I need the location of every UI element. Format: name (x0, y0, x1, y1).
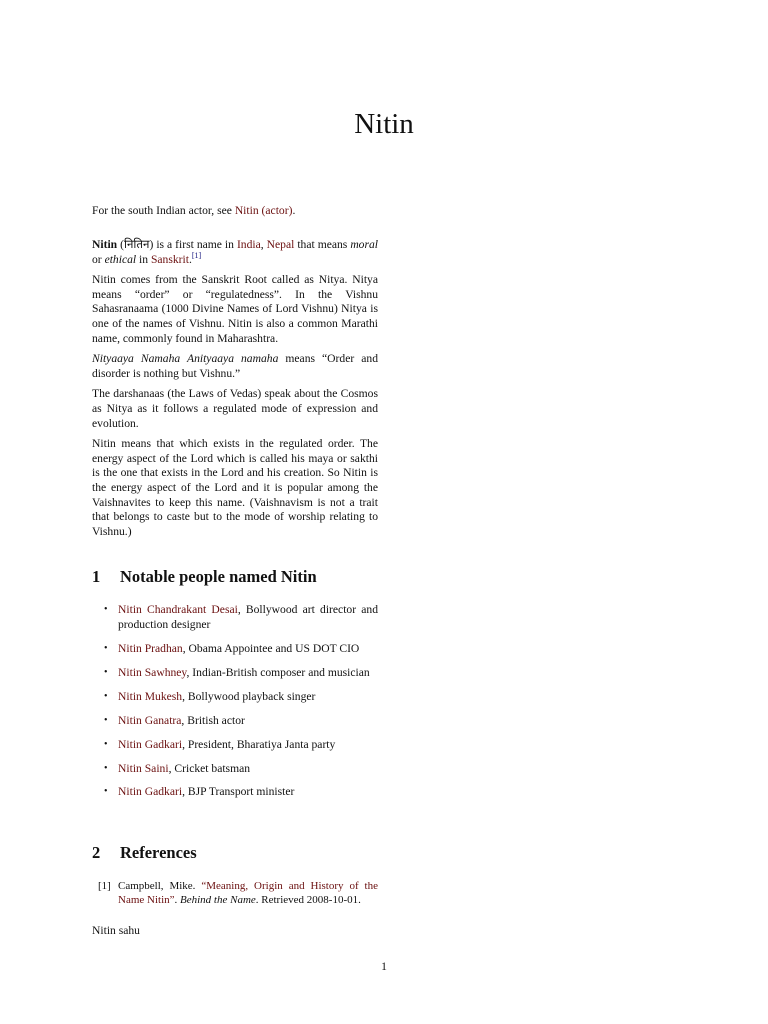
citation-1[interactable]: [1] (191, 250, 202, 260)
lead-text-4: or (92, 252, 105, 266)
reference-link[interactable]: “Meaning, Origin and History of the Name Nitin” (118, 880, 378, 906)
person-link[interactable]: Nitin Mukesh (118, 689, 183, 703)
section-title: Notable people named Nitin (120, 567, 317, 586)
person-desc: , British actor (181, 713, 245, 727)
section-heading-references (92, 843, 197, 863)
reference-retrieved: . Retrieved 2008-10-01. (255, 894, 361, 906)
lead-ethical: ethical (104, 252, 137, 266)
bullet-icon: • (104, 786, 108, 798)
list-item (92, 785, 378, 800)
lead-text-5: in (136, 252, 151, 266)
lead-text-6: . (188, 252, 192, 266)
reference-author: Campbell, Mike. (118, 880, 202, 892)
person-link[interactable]: Nitin Ganatra (118, 713, 182, 727)
page-title: Nitin (354, 108, 414, 140)
section-heading-notable-people (92, 567, 317, 587)
paragraph-mantra (92, 352, 378, 381)
person-desc: , Cricket batsman (168, 761, 251, 775)
list-item (92, 762, 378, 777)
hatnote (92, 204, 295, 217)
section-number: 1 (92, 567, 101, 586)
lead-paragraph (92, 238, 378, 267)
hatnote-text: For the south Indian actor, see (92, 204, 235, 217)
trailing-text: Nitin sahu (92, 924, 140, 937)
lead-moral: moral (350, 238, 379, 251)
bullet-icon: • (104, 690, 108, 702)
list-item (92, 642, 378, 657)
people-list (92, 603, 378, 809)
hatnote-suffix: . (292, 204, 296, 217)
list-item (92, 603, 378, 632)
paragraph-meaning: Nitin means that which exists in the regulated order. The energy aspect of the Lord which is called his maya or sakthi is the one that exists in the Lord and his creation. So Nitin is the energy aspect of the Lord and it is popular among the Vaishnavites to keep this name. (Vaishnavism is not a trait that belongs to caste but to the mode of worship relating to Vishnu.) (92, 437, 378, 538)
paragraph-origin: Nitin comes from the Sanskrit Root called as Nitya. Nitya means “order” or “regulatedness”. In the Vishnu Sahasranaama (1000 Divine Names of Lord Vishnu) Nitya is one of the names of Vishnu. Nitin is also a common Marathi name, commonly found in Maharashtra. (92, 273, 378, 345)
list-item (92, 666, 378, 681)
reference-work: Behind the Name (180, 894, 256, 906)
page-number: 1 (381, 960, 387, 973)
lead-devanagari: (नितिन) (117, 238, 154, 251)
person-desc: , BJP Transport minister (182, 785, 295, 799)
article-body (92, 238, 378, 545)
bullet-icon: • (104, 738, 108, 750)
person-link[interactable]: Nitin Gadkari (118, 737, 183, 751)
reference-item (92, 879, 378, 907)
reference-text (118, 879, 378, 907)
bullet-icon: • (104, 642, 108, 654)
lead-text-2: , (260, 238, 267, 251)
list-item (92, 714, 378, 729)
lead-name: Nitin (92, 238, 118, 251)
list-item (92, 738, 378, 753)
person-desc: , Bollywood art director and production designer (118, 603, 378, 631)
mantra-text: Nityaaya Namaha Anityaaya namaha (92, 352, 279, 366)
bullet-icon: • (104, 666, 108, 678)
person-link[interactable]: Nitin Gadkari (118, 785, 183, 799)
person-link[interactable]: Nitin Sawhney (118, 665, 187, 679)
lead-text-3: that means (294, 238, 351, 251)
bullet-icon: • (104, 762, 108, 774)
bullet-icon: • (104, 714, 108, 726)
section-title: References (120, 843, 197, 862)
person-link[interactable]: Nitin Chandrakant Desai (118, 603, 238, 616)
link-nepal[interactable]: Nepal (266, 238, 295, 251)
reference-sep: . (174, 894, 181, 906)
person-desc: , Obama Appointee and US DOT CIO (182, 641, 360, 655)
person-link[interactable]: Nitin Pradhan (118, 641, 183, 655)
person-desc: , Indian-British composer and musician (186, 665, 370, 679)
paragraph-darshanaas: The darshanaas (the Laws of Vedas) speak about the Cosmos as Nitya as it follows a regulated mode of expression and evolution. (92, 387, 378, 430)
person-desc: , President, Bharatiya Janta party (182, 737, 336, 751)
person-desc: , Bollywood playback singer (182, 689, 316, 703)
lead-text-1: is a first name in (153, 238, 237, 251)
link-nitin-actor[interactable]: Nitin (actor) (234, 204, 293, 217)
link-sanskrit[interactable]: Sanskrit (150, 252, 189, 266)
list-item (92, 690, 378, 705)
mantra-meaning: means “Order and disorder is nothing but Vishnu.” (92, 352, 378, 380)
link-india[interactable]: India (236, 238, 261, 251)
reference-number: [1] (98, 880, 111, 892)
person-link[interactable]: Nitin Saini (118, 761, 169, 775)
section-number: 2 (92, 843, 101, 862)
bullet-icon: • (104, 604, 108, 615)
